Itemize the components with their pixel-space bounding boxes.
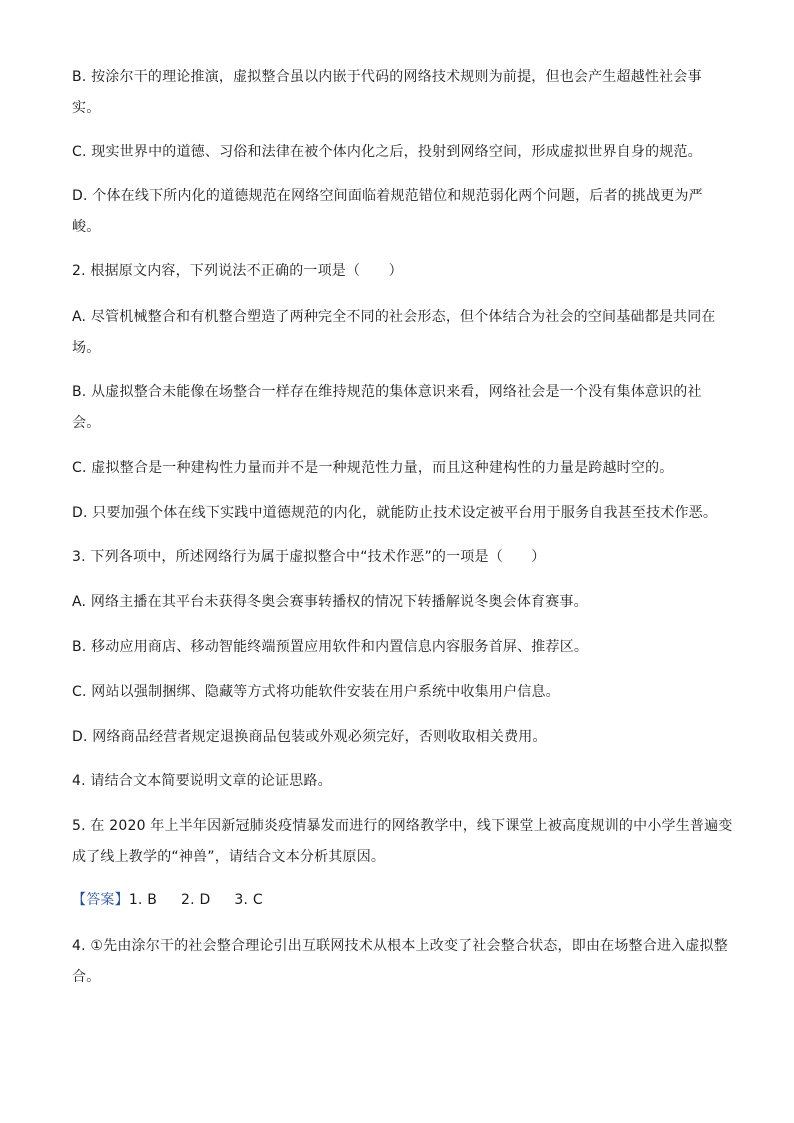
q5-stem-line2: 成了线上教学的“神兽”，请结合文本分析其原因。 bbox=[72, 849, 386, 865]
answer-q4-line2: 合。 bbox=[72, 969, 101, 985]
q2-stem: 2. 根据原文内容，下列说法不正确的一项是（ ） bbox=[72, 263, 403, 279]
q2-option-d: D. 只要加强个体在线下实践中道德规范的内化，就能防止技术设定被平台用于服务自我甚至技术作恶。 bbox=[72, 505, 718, 521]
q1-option-d-line2: 峻。 bbox=[72, 219, 101, 235]
q2-option-b-line2: 会。 bbox=[72, 415, 101, 431]
q2-option-c: C. 虚拟整合是一种建构性力量而并不是一种规范性力量，而且这种建构性的力量是跨越时空的。 bbox=[72, 460, 674, 476]
q3-option-c: C. 网站以强制捆绑、隐藏等方式将功能软件安装在用户系统中收集用户信息。 bbox=[72, 684, 560, 700]
answer-label: 【答案】 bbox=[72, 892, 129, 908]
q3-option-b: B. 移动应用商店、移动智能终端预置应用软件和内置信息内容服务首屏、推荐区。 bbox=[72, 639, 589, 655]
answer-line bbox=[72, 891, 263, 909]
q2-option-a-line1: A. 尽管机械整合和有机整合塑造了两种完全不同的社会形态，但个体结合为社会的空间基础都是共同在 bbox=[72, 309, 716, 325]
q3-stem: 3. 下列各项中，所述网络行为属于虚拟整合中“技术作恶”的一项是（ ） bbox=[72, 549, 546, 565]
answer-3: 3. C bbox=[234, 892, 263, 908]
q1-option-c: C. 现实世界中的道德、习俗和法律在被个体内化之后，投射到网络空间，形成虚拟世界自身的规范。 bbox=[72, 144, 702, 160]
q3-option-a: A. 网络主播在其平台未获得冬奥会赛事转播权的情况下转播解说冬奥会体育赛事。 bbox=[72, 594, 588, 610]
q1-option-d-line1: D. 个体在线下所内化的道德规范在网络空间面临着规范错位和规范弱化两个问题，后者的挑战更为严 bbox=[72, 188, 703, 204]
q1-option-b-line1: B. 按涂尔干的理论推演，虚拟整合虽以内嵌于代码的网络技术规则为前提，但也会产生超越性社会事 bbox=[72, 69, 702, 85]
q3-option-d: D. 网络商品经营者规定退换商品包装或外观必须完好，否则收取相关费用。 bbox=[72, 729, 547, 745]
answer-2: 2. D bbox=[181, 892, 211, 908]
answer-1: 1. B bbox=[128, 892, 158, 908]
q2-option-a-line2: 场。 bbox=[72, 340, 101, 356]
q2-option-b-line1: B. 从虚拟整合未能像在场整合一样存在维持规范的集体意识来看，网络社会是一个没有集体意识的社 bbox=[72, 384, 702, 400]
answer-q4-line1: 4. ①先由涂尔干的社会整合理论引出互联网技术从根本上改变了社会整合状态，即由在场整合进入虚拟整 bbox=[72, 938, 728, 954]
q4-stem: 4. 请结合文本简要说明文章的论证思路。 bbox=[72, 773, 332, 789]
q1-option-b-line2: 实。 bbox=[72, 100, 101, 116]
q5-stem-line1: 5. 在 2020 年上半年因新冠肺炎疫情暴发而进行的网络教学中，线下课堂上被高度规训的中小学生普遍变 bbox=[72, 818, 733, 834]
